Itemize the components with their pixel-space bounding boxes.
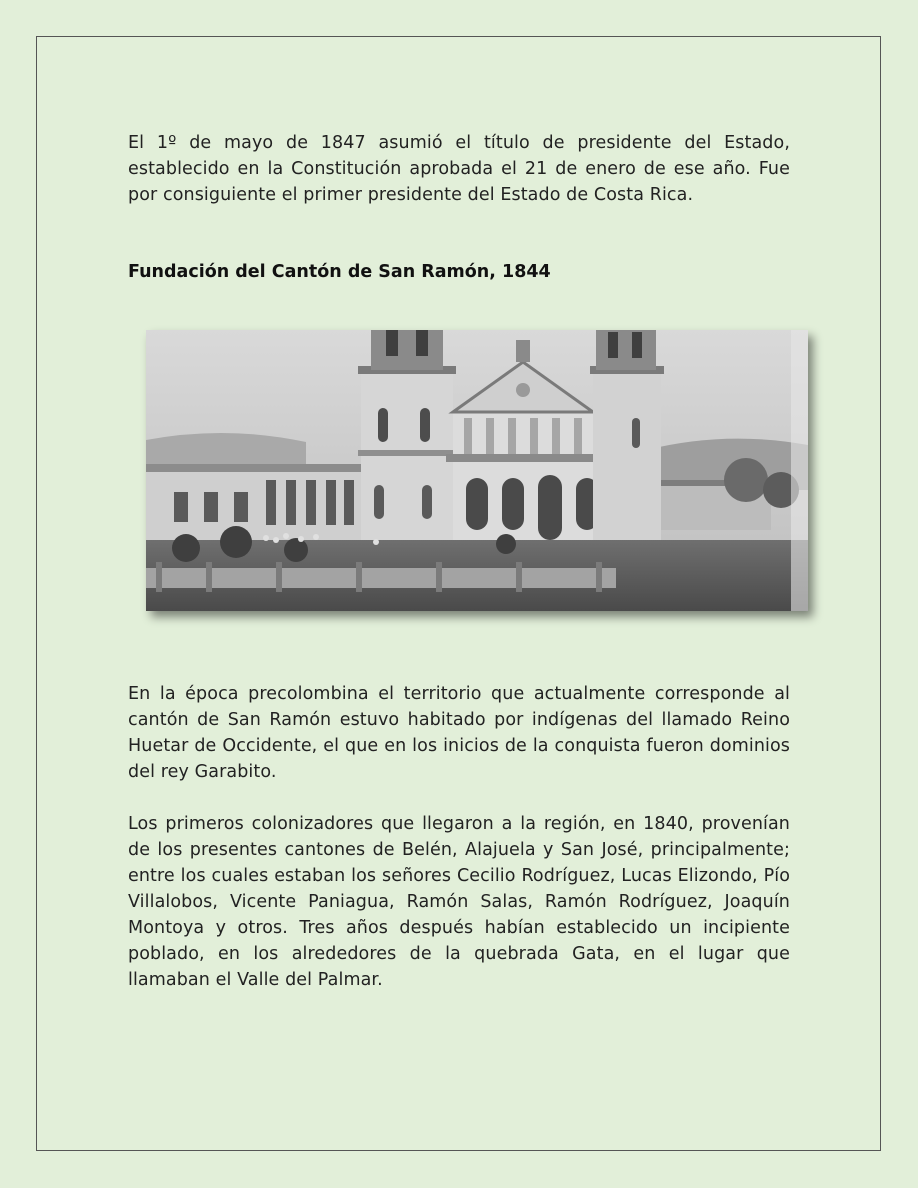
paragraph-presidency: El 1º de mayo de 1847 asumió el título de presidente del Estado, establecido en la Constitución aprobada el 21 de enero de ese año. Fue por consiguiente el primer presidente del Estado de Costa Rica. xyxy=(128,133,790,205)
paragraph-precolumbian: En la época precolombina el territorio que actualmente corresponde al cantón de San Ramón estuvo habitado por indígenas del llamado Reino Huetar de Occidente, el que en los inicios de la conquista fueron dominios del rey Garabito. xyxy=(128,684,790,782)
church-photograph xyxy=(146,330,808,611)
paragraph-settlers: Los primeros colonizadores que llegaron a la región, en 1840, provenían de los presentes cantones de Belén, Alajuela y San José, principalmente; entre los cuales estaban los señores Cecilio Rodríguez, Lucas Elizondo, Pío Villalobos, Vicente Paniagua, Ramón Salas, Ramón Rodríguez, Joaquín Montoya y otros. Tres años después habían establecido un incipiente poblado, en los alrededores de la quebrada Gata, en el lugar que llamaban el Valle del Palmar. xyxy=(128,814,790,990)
section-heading: Fundación del Cantón de San Ramón, 1844 xyxy=(128,262,551,282)
